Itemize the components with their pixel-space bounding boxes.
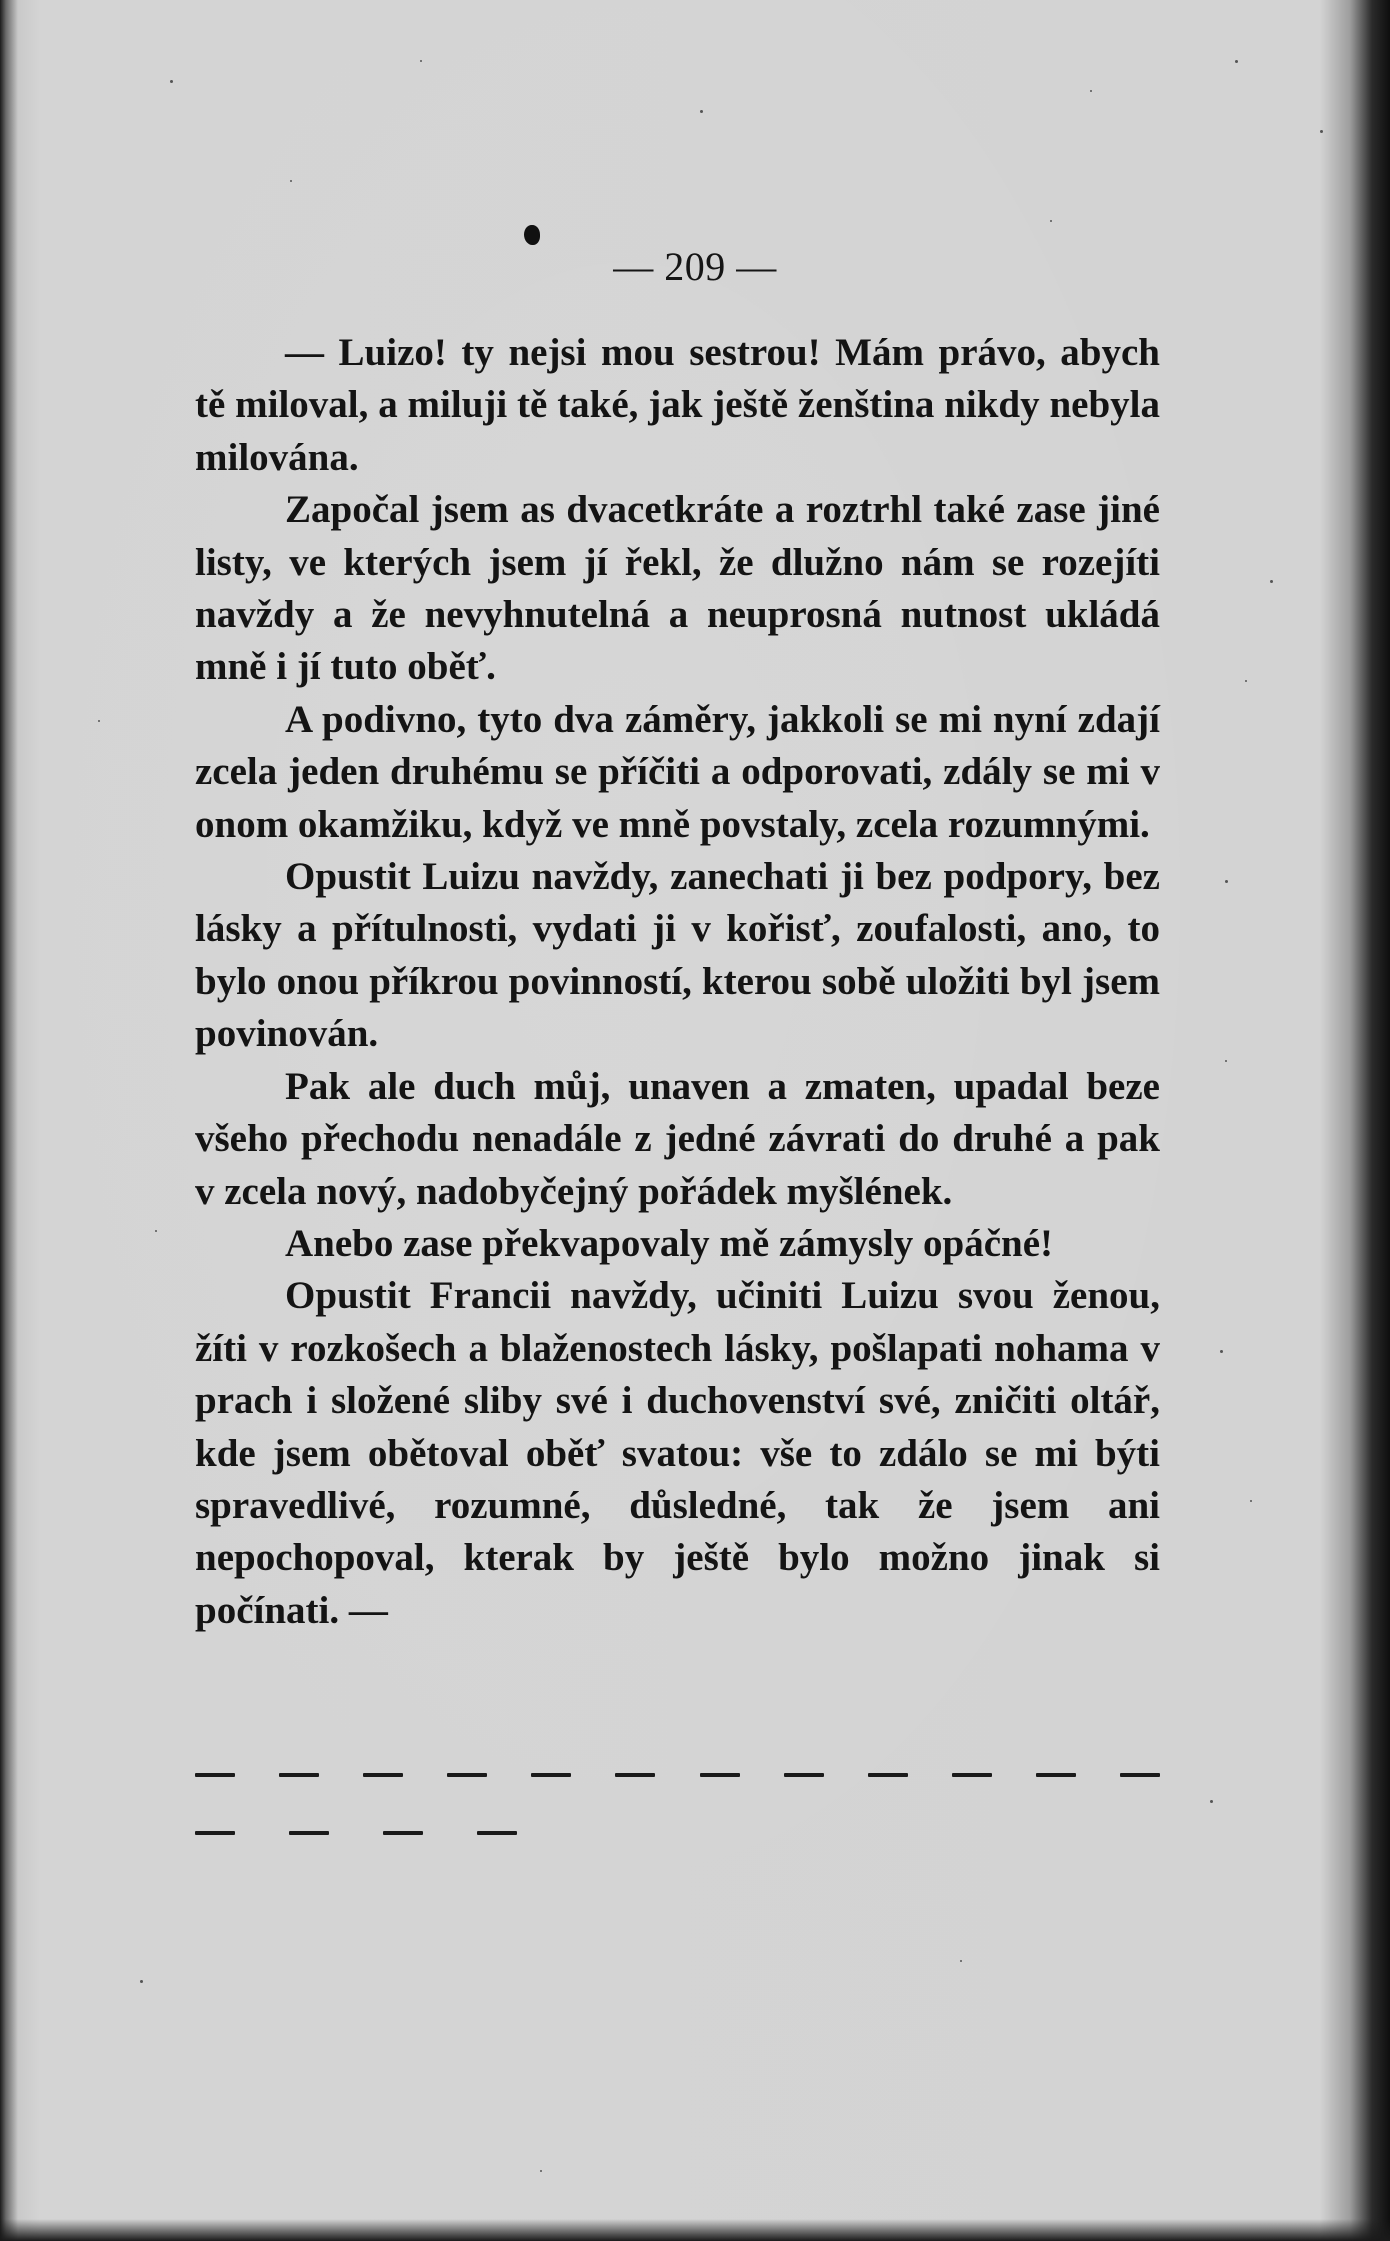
dash-mark	[784, 1773, 824, 1777]
dash-mark	[363, 1773, 403, 1777]
paper-speck	[290, 180, 292, 182]
paper-speck	[1245, 680, 1247, 682]
section-break-dashes	[195, 1745, 1160, 1861]
page-number: — 209 —	[613, 244, 777, 289]
dash-mark	[531, 1773, 571, 1777]
dash-mark	[289, 1831, 329, 1835]
paper-speck	[1220, 1350, 1223, 1353]
paper-speck	[960, 1960, 962, 1962]
dash-mark	[447, 1773, 487, 1777]
paper-speck	[1320, 130, 1323, 133]
dash-row-1	[195, 1745, 1160, 1803]
paper-speck	[1050, 220, 1052, 222]
dash-mark	[868, 1773, 908, 1777]
paragraph-4: Opustit Luizu navždy, zanechati ji bez podpory, bez lásky a přítulnosti, vydati ji v kořisť, zoufalosti, ano, to bylo onou příkrou povinností, kterou sobě uložiti byl jsem povinován.	[195, 855, 1160, 1056]
dash-mark	[477, 1831, 517, 1835]
dash-mark	[279, 1773, 319, 1777]
paper-speck	[1225, 1060, 1227, 1062]
paragraph-5: Pak ale duch můj, unaven a zmaten, upadal beze všeho přechodu nenadále z jedné závrati do druhé a pak v zcela nový, nadobyčejný pořádek myšlének.	[195, 1064, 1160, 1213]
paper-speck	[420, 60, 422, 62]
paper-speck	[98, 720, 100, 722]
dash-mark	[700, 1773, 740, 1777]
dash-row-2	[195, 1803, 1160, 1861]
paper-speck	[140, 1980, 143, 1983]
paper-speck	[1235, 60, 1238, 63]
paper-speck	[540, 2170, 542, 2172]
dash-mark	[1120, 1773, 1160, 1777]
body-text	[195, 327, 1160, 1637]
paragraph-6: Anebo zase překvapovaly mě zámysly opáčné!	[285, 1221, 1054, 1265]
dash-mark	[615, 1773, 655, 1777]
paper-speck	[1270, 580, 1273, 583]
page-edge-shadow	[0, 2219, 1390, 2241]
paper-speck	[1090, 90, 1092, 92]
paper-speck	[170, 80, 173, 83]
paragraph-7: Opustit Francii navždy, učiniti Luizu svou ženou, žíti v rozkošech a blaženostech lásky, pošlapati nohama v prach i složené sliby své i duchovenství své, zničiti oltář, kde jsem obětoval oběť svatou: vše to zdálo se mi býti spravedlivé, rozumné, důsledné, tak že jsem ani nepochopoval, kterak by ještě bylo možno jinak si počínati. —	[195, 1274, 1160, 1632]
paper-speck	[700, 110, 703, 113]
dash-mark	[195, 1831, 235, 1835]
dash-mark	[1036, 1773, 1076, 1777]
dash-mark	[195, 1773, 235, 1777]
paragraph-3: A podivno, tyto dva záměry, jakkoli se mi nyní zdají zcela jeden druhému se příčiti a odporovati, zdály se mi v onom okamžiku, když ve mně povstaly, zcela rozumnými.	[195, 697, 1160, 846]
ink-blot	[524, 225, 540, 245]
dash-mark	[383, 1831, 423, 1835]
paper-speck	[1250, 1500, 1252, 1502]
paragraph-1: — Luizo! ty nejsi mou sestrou! Mám právo, abych tě miloval, a miluji tě také, jak ještě ženština nikdy nebyla milována.	[195, 331, 1160, 479]
paper-speck	[1225, 880, 1228, 883]
paper-speck	[1210, 1800, 1213, 1803]
paper-speck	[155, 1230, 157, 1232]
paragraph-2: Započal jsem as dvacetkráte a roztrhl také zase jiné listy, ve kterých jsem jí řekl, že dlužno nám se rozejíti navždy a že nevyhnutelná a neuprosná nutnost ukládá mně i jí tuto oběť.	[195, 488, 1160, 689]
dash-mark	[952, 1773, 992, 1777]
